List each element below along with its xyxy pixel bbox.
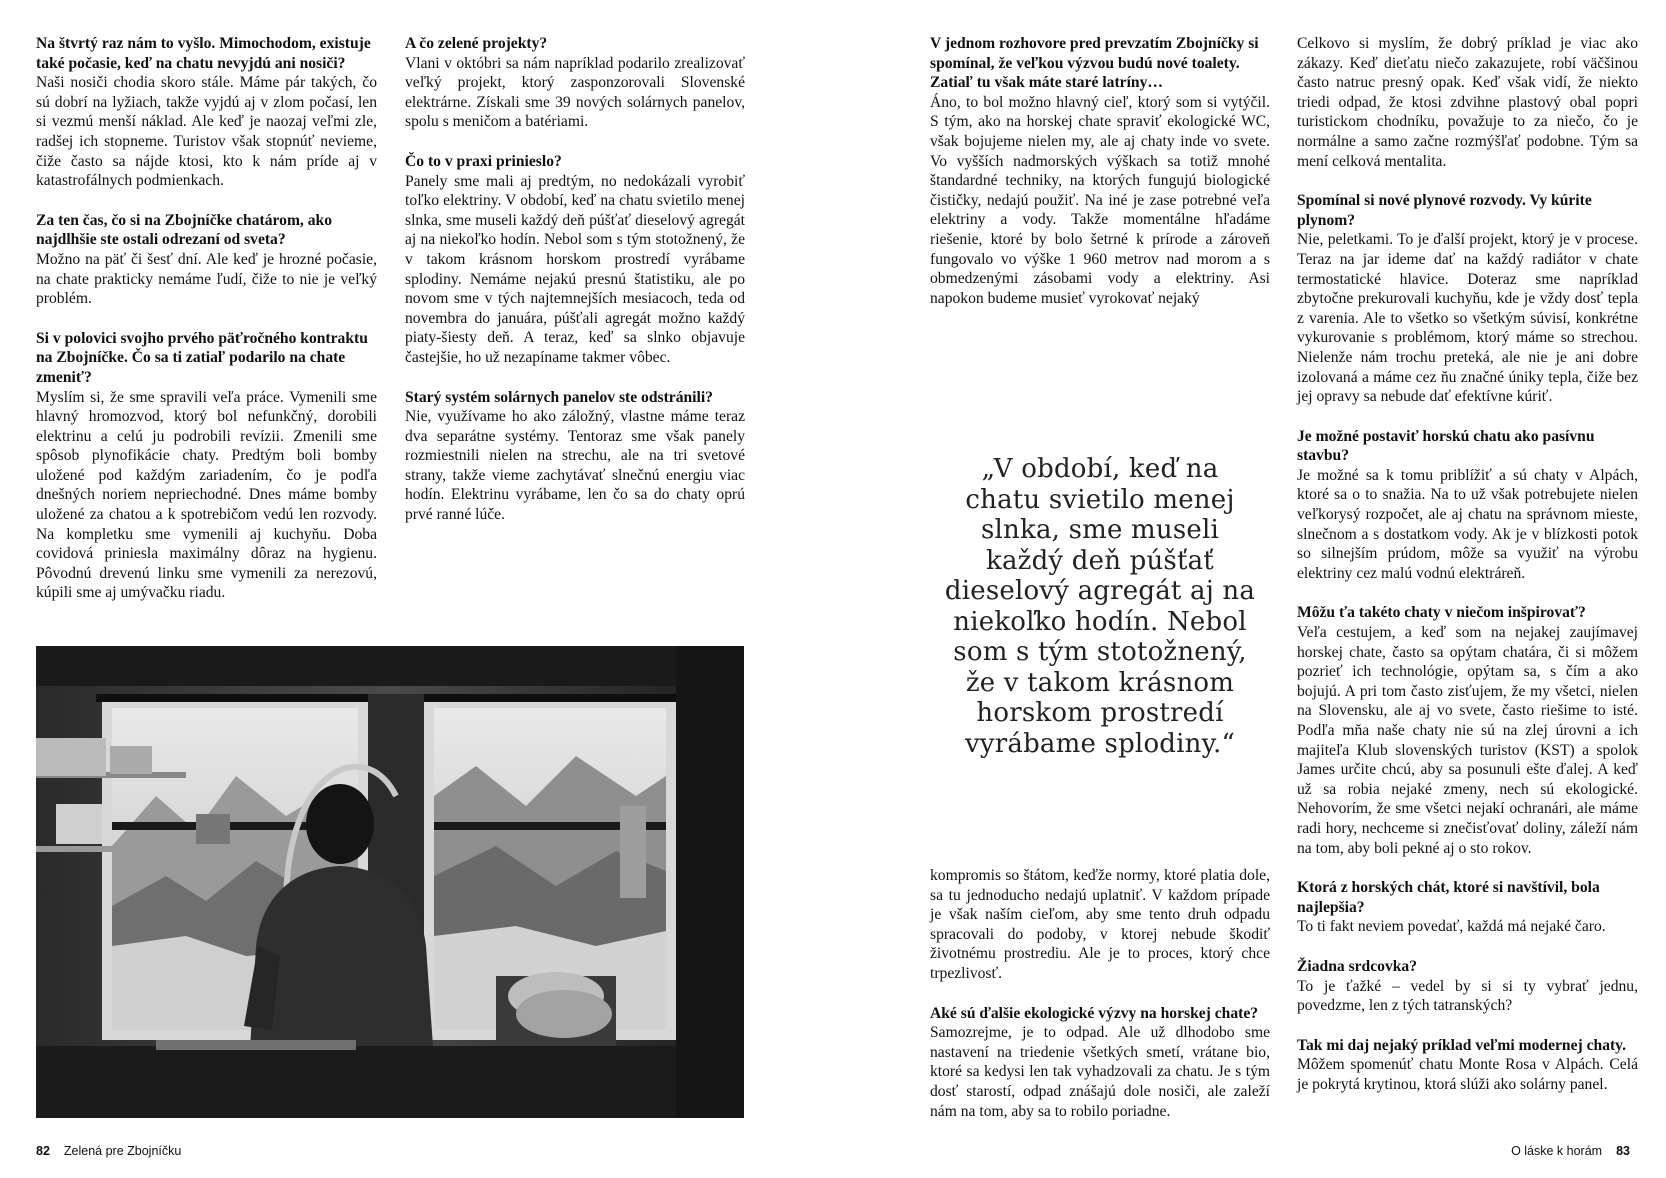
question-text: Aké sú ďalšie ekologické výzvy na horskej chate?	[930, 1004, 1259, 1022]
qa-block	[1297, 191, 1638, 407]
pull-quote: „V období, keď na chatu svietilo menej slnka, sme museli každý deň púšťať dieselový agregát aj na niekoľko hodín. Nebol som s tým stotožnený, že v takom krásnom horskom prostredí vyrábame splodiny.“	[944, 454, 1256, 759]
answer-text: Áno, to bol možno hlavný cieľ, ktorý som si vytýčil. S tým, ako na horskej chate spraviť ekologické WC, však bojujeme nielen my, ale aj chaty inde vo svete. Vo vyšších nadmorských výškach sa totiž mnohé štandardné techniky, na ktorých fungujú biologické čističky, nedajú použiť. Na iné je zase potrebné veľa elektriny a vody. Takže momentálne hľadáme riešenie, ktoré by bolo šetrné k prírode a zároveň fungovalo vo výške 1 960 metrov nad morom a s obmedzenými zásobami vody a elektriny. Asi napokon budeme musieť vyrokovať nejaký	[930, 93, 1270, 307]
page-number-left: 82	[36, 1144, 50, 1158]
answer-text: Nie, využívame ho ako záložný, vlastne máme teraz dva separátne systémy. Tentoraz sme však panely rozmiestnili nielen na strechu, ale na tri svetové strany, takže vieme zachytávať slnečnú energiu viac hodín. Elektrinu vyrábame, len čo sa do chaty oprú prvé ranné lúče.	[405, 408, 745, 524]
kitchen-photo	[36, 646, 744, 1118]
qa-block	[1297, 427, 1638, 584]
answer-text: Je možné sa k tomu priblížiť a sú chaty v Alpách, ktoré sa o to snažia. Na to už však potrebujete nielen veľkorysý rozpočet, ale aj chatu na správnom mieste, slnečnom a s dostatkom vody. Ak je v blízkosti potok so silnejším prúdom, môže sa využiť na výrobu elektriny cez malú vodnú elektráreň.	[1297, 466, 1638, 582]
answer-text: Vlani v októbri sa nám napríklad podarilo zrealizovať veľký projekt, ktorý zasponzorovali Slovenské elektrárne. Získali sme 39 nových solárnych panelov, spolu s meničom a batériami.	[405, 54, 745, 131]
answer-text: To ti fakt neviem povedať, každá má nejaké čaro.	[1297, 918, 1606, 936]
answer-text: Môžem spomenúť chatu Monte Rosa v Alpách. Celá je pokrytá krytinou, ktorá slúži ako solárny panel.	[1297, 1056, 1638, 1093]
qa-block	[36, 211, 377, 309]
qa-block	[930, 866, 1270, 984]
qa-block	[405, 388, 745, 525]
answer-text: Nie, peletkami. To je ďalší projekt, ktorý je v procese. Teraz na jar ideme dať na každý radiátor v chate termostatické hlavice. Doteraz sme napríklad zbytočne prekurovali kuchyňu, kde je vždy dosť tepla z varenia. Ale to všetko so všetkým súvisí, konkrétne vykurovanie s problémom, ktorý máme so strechou. Nielenže nám trochu preteká, ale nie je ani dobre izolovaná a máme cez ňu značné úniky tepla, čiže bez jej opravy sa nebude dať efektívne kúriť.	[1297, 231, 1638, 406]
question-text: Starý systém solárnych panelov ste odstránili?	[405, 388, 713, 406]
answer-text: Celkovo si myslím, že dobrý príklad je viac ako zákazy. Keď dieťatu niečo zakazujete, robí väčšinou často natruc presný opak. Keď však vidí, že niekto triedi odpad, že ktosi zdvihne plastový obal popri turistickom chodníku, považuje to za niečo, čo je normálne a samo začne rozmýšľať podobne. Tým sa mení celková mentalita.	[1297, 35, 1638, 170]
left-column-1	[36, 34, 377, 623]
answer-text: kompromis so štátom, keďže normy, ktoré platia dole, sa tu jednoducho nedajú uplatniť. V každom prípade je však naším cieľom, aby sme tento druh odpadu spracovali do podoby, v ktorej nebude škodiť životnému prostrediu. Ale je to proces, ktorý chce trpezlivosť.	[930, 867, 1270, 982]
answer-text: Naši nosiči chodia skoro stále. Máme pár takých, čo sú dobrí na lyžiach, takže vyjdú aj v zlom počasí, len si vezmú menší náklad. Ale keď je naozaj veľmi zle, radšej ich stopneme. Turistov však stopnúť nevieme, čiže často sa nájde ktosi, kto k nám príde aj v katastrofálnych podmienkach.	[36, 74, 377, 190]
qa-block	[36, 329, 377, 603]
question-text: Je možné postaviť horskú chatu ako pasívnu stavbu?	[1297, 427, 1595, 465]
question-text: Čo to v praxi prinieslo?	[405, 152, 562, 170]
answer-text: Samozrejme, je to odpad. Ale už dlhodobo sme nastavení na triedenie všetkých smetí, vrátane bio, ktoré sa kedysi len tak vyhadzovali za chatu. Je s tým dosť starostí, odpad znášajú dole nosiči, ale zaleží nám na tom, aby sa to robilo poriadne.	[930, 1024, 1270, 1120]
right-column-1-bottom	[930, 866, 1270, 1141]
qa-block	[405, 34, 745, 132]
question-text: A čo zelené projekty?	[405, 35, 548, 52]
answer-text: Možno na päť či šesť dní. Ale keď je hrozné počasie, na chate prakticky nemáme ľudí, čiže to nie je veľký problém.	[36, 250, 377, 308]
left-footer	[36, 1144, 181, 1158]
qa-block	[930, 34, 1270, 308]
question-text: Môžu ťa takéto chaty v niečom inšpirovať?	[1297, 604, 1586, 622]
question-text: Spomínal si nové plynové rozvody. Vy kúrite plynom?	[1297, 192, 1592, 229]
qa-block	[1297, 878, 1638, 937]
qa-block	[1297, 957, 1638, 1016]
left-column-2	[405, 34, 745, 545]
qa-block	[405, 152, 745, 368]
qa-block	[930, 1004, 1270, 1122]
section-title-right: O láske k horám	[1511, 1144, 1603, 1158]
answer-text: Veľa cestujem, a keď som na nejakej zaujímavej horskej chate, často sa opýtam chatára, či si môžem pozrieť ich technológie, opýtam sa, s čím a ako bojujú. A pri tom často zisťujem, že my všetci, nielen na Slovensku, ale aj vo svete, často riešime to isté. Podľa mňa naše chaty nie sú na zlej úrovni a ich majiteľa Klub slovenských turistov (KST) a spolok James určite chcú, aby sa posunuli ešte ďalej. A keď už sa robia nejaké zmeny, nech sú ekologické. Nehovorím, že sme všetci nejakí ochranári, ale máme radi hory, nechceme si znečisťovať doliny, záleží nám na tom, aby boli pekné aj o sto rokov.	[1297, 624, 1638, 857]
question-text: Za ten čas, čo si na Zbojníčke chatárom, ako najdlhšie ste ostali odrezaní od sveta?	[36, 211, 332, 249]
page-number-right: 83	[1616, 1144, 1630, 1158]
answer-text: To je ťažké – vedel by si si ty vybrať jednu, povedzme, len z tých tatranských?	[1297, 977, 1638, 1015]
qa-block	[36, 34, 377, 191]
right-footer	[1511, 1144, 1630, 1158]
question-text: Žiadna srdcovka?	[1297, 957, 1418, 975]
right-column-2	[1297, 34, 1638, 1115]
answer-text: Myslím si, že sme spravili veľa práce. Vymenili sme hlavný hromozvod, ktorý bol nefunkčný, dorobili elektrinu a celú ju podrobili revízii. Zmenili sme spôsob plynofikácie chaty. Predtým boli bomby uložené pod každým zariadením, čo je podľa dnešných noriem nepriechodné. Dnes máme bomby uložené za chatou a k spotrebičom vedú len rozvody. Na kompletku sme vymenili aj kuchyňu. Doba covidová priniesla maximálny dôraz na hygienu. Pôvodnú drevenú linku sme vymenili za nerezovú, kúpili sme aj umývačku riadu.	[36, 388, 377, 602]
question-text: Na štvrtý raz nám to vyšlo. Mimochodom, existuje také počasie, keď na chatu nevyjdú ani nosiči?	[36, 35, 371, 72]
qa-block	[1297, 1036, 1638, 1095]
answer-text: Panely sme mali aj predtým, no nedokázali vyrobiť toľko elektriny. V období, keď na chatu svietilo menej slnka, sme museli každý deň púšťať dieselový agregát aj na niekoľko hodín. Nebol som s tým stotožnený, že v takom krásnom horskom prostredí vyrábame splodiny. Nemáme nejakú presnú štatistiku, ale po novom sme v tých najtemnejších mesiacoch, teda od novembra do januára, púšťali agregát možno každý piaty-šiesty deň. A teraz, keď sa slnko objavuje častejšie, ho už nezapíname takmer vôbec.	[405, 172, 745, 366]
question-text: Ktorá z horských chát, ktoré si navštívil, bola najlepšia?	[1297, 879, 1600, 916]
question-text: Tak mi daj nejaký príklad veľmi modernej chaty.	[1297, 1036, 1627, 1054]
section-title-left: Zelená pre Zbojníčku	[63, 1144, 182, 1158]
question-text: V jednom rozhovore pred prevzatím Zbojníčky si spomínal, že veľkou výzvou budú nové toalety. Zatiaľ tu však máte staré latríny…	[930, 35, 1259, 92]
qa-block	[1297, 34, 1638, 171]
question-text: Si v polovici svojho prvého päťročného kontraktu na Zbojníčke. Čo sa ti zatiaľ podarilo na chate zmeniť?	[36, 329, 368, 386]
right-column-1	[930, 34, 1270, 328]
qa-block	[1297, 603, 1638, 858]
